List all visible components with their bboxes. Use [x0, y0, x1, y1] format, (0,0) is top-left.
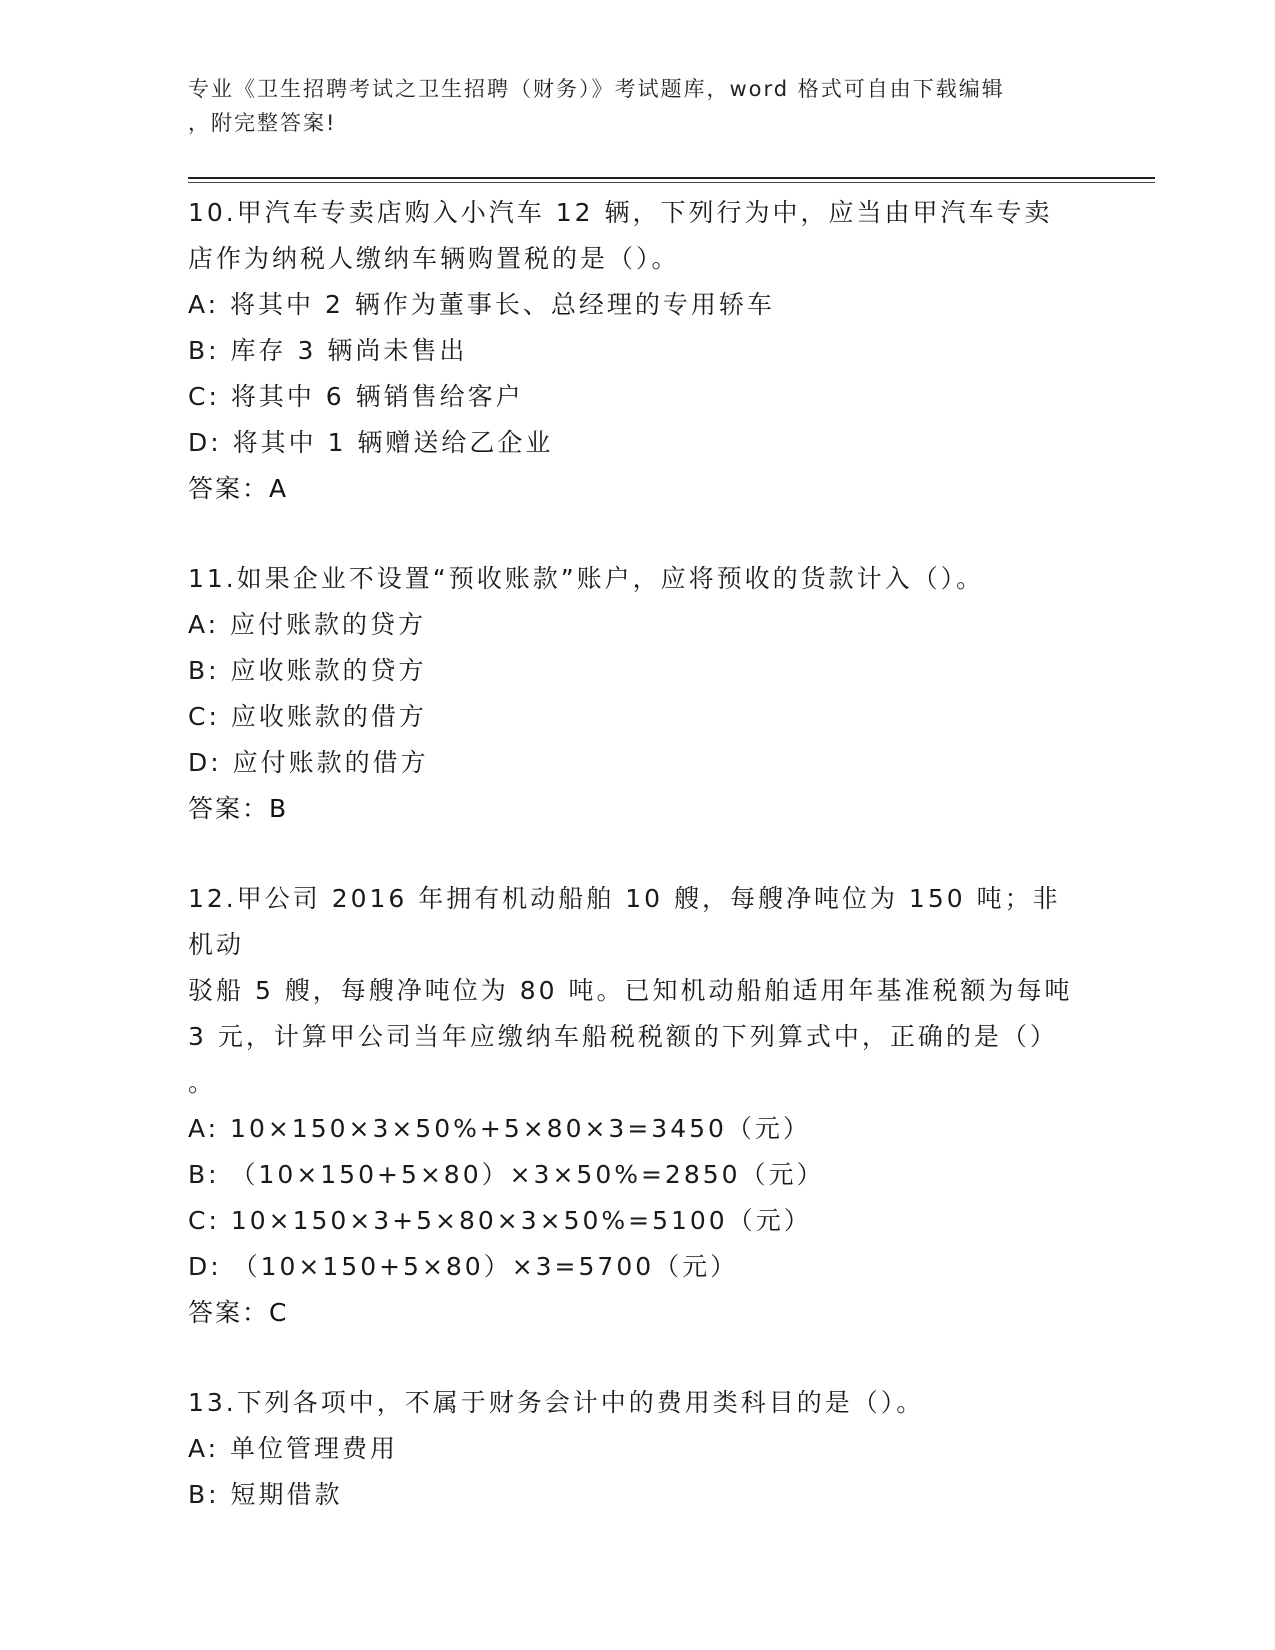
header-rule-thick: [188, 177, 1155, 179]
header-line-1: 专业《卫生招聘考试之卫生招聘（财务）》考试题库，word 格式可自由下载编辑: [188, 77, 1005, 101]
header-line-2: ，附完整答案!: [188, 111, 337, 135]
question-stem-line: 13.下列各项中，不属于财务会计中的费用类科目的是（）。: [188, 1388, 925, 1417]
question-10: [188, 190, 1088, 512]
question-stem-line: 3 元，计算甲公司当年应缴纳车船税税额的下列算式中，正确的是（）: [188, 1022, 1058, 1051]
option-a: A: 应付账款的贷方: [188, 610, 427, 639]
answer-line: 答案：C: [188, 1298, 289, 1327]
option-b: B: 短期借款: [188, 1480, 343, 1509]
option-b: B: 库存 3 辆尚未售出: [188, 336, 468, 365]
option-d: D: 应付账款的借方: [188, 748, 429, 777]
option-a: A: 单位管理费用: [188, 1434, 399, 1463]
option-c: C: 将其中 6 辆销售给客户: [188, 382, 524, 411]
question-stem-line: 11.如果企业不设置“预收账款”账户，应将预收的货款计入（）。: [188, 564, 985, 593]
question-stem-line: 。: [188, 1068, 217, 1097]
question-stem-line: 驳船 5 艘，每艘净吨位为 80 吨。已知机动船舶适用年基准税额为每吨: [188, 976, 1073, 1005]
option-c: C: 10×150×3+5×80×3×50%=5100（元）: [188, 1206, 812, 1235]
option-b: B: 应收账款的贷方: [188, 656, 427, 685]
document-header: [188, 72, 1068, 140]
option-d: D: （10×150+5×80）×3=5700（元）: [188, 1252, 739, 1281]
question-stem-line: 12.甲公司 2016 年拥有机动船舶 10 艘，每艘净吨位为 150 吨；非机动: [188, 884, 1061, 959]
option-a: A: 将其中 2 辆作为董事长、总经理的专用轿车: [188, 290, 775, 319]
header-rule-thin: [188, 182, 1155, 183]
question-13: [188, 1380, 1088, 1518]
question-stem-line: 店作为纳税人缴纳车辆购置税的是（）。: [188, 244, 680, 273]
option-a: A: 10×150×3×50%+5×80×3=3450（元）: [188, 1114, 811, 1143]
question-list: [188, 190, 1088, 1562]
option-b: B: （10×150+5×80）×3×50%=2850（元）: [188, 1160, 825, 1189]
answer-line: 答案：B: [188, 794, 289, 823]
question-stem-line: 10.甲汽车专卖店购入小汽车 12 辆，下列行为中，应当由甲汽车专卖: [188, 198, 1053, 227]
question-11: [188, 556, 1088, 832]
option-d: D: 将其中 1 辆赠送给乙企业: [188, 428, 554, 457]
question-12: [188, 876, 1088, 1336]
option-c: C: 应收账款的借方: [188, 702, 427, 731]
answer-line: 答案：A: [188, 474, 289, 503]
